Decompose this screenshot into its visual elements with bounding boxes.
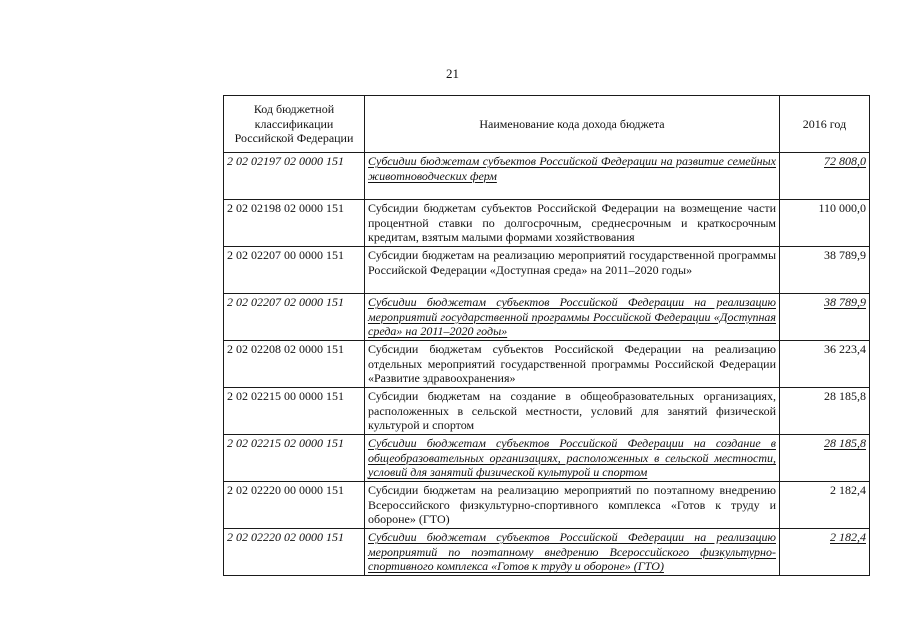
table-row [224,482,870,529]
row-value-text: 72 808,0 [824,154,866,168]
row-value: 38 789,9 [780,247,870,294]
table-row [224,388,870,435]
row-name [365,153,780,200]
row-value-text: 28 185,8 [824,436,866,450]
table-row [224,247,870,294]
row-name [365,529,780,576]
row-name: Субсидии бюджетам на реализацию мероприятий по поэтапному внедрению Всероссийского физкультурно-спортивного комплекса «Готов к труду и обороне» (ГТО) [365,482,780,529]
table-row [224,153,870,200]
row-name: Субсидии бюджетам субъектов Российской Федерации на возмещение части процентной ставки по долгосрочным, среднесрочным и краткосрочным кредитам, взятым малыми формами хозяйствования [365,200,780,247]
row-value: 110 000,0 [780,200,870,247]
table-header-row [224,96,870,153]
table-row [224,200,870,247]
row-code: 2 02 02220 02 0000 151 [224,529,365,576]
row-name [365,294,780,341]
row-value [780,153,870,200]
row-code: 2 02 02207 00 0000 151 [224,247,365,294]
row-name-text: Субсидии бюджетам субъектов Российской Федерации на реализацию мероприятий по поэтапному внедрению Всероссийского физкультурно-спортивного комплекса «Готов к труду и обороне» (ГТО) [368,530,776,574]
row-name-text: Субсидии бюджетам субъектов Российской Федерации на развитие семейных животноводческих ферм [368,154,776,183]
row-code: 2 02 02215 02 0000 151 [224,435,365,482]
row-code: 2 02 02197 02 0000 151 [224,153,365,200]
table-row [224,294,870,341]
row-name-text: Субсидии бюджетам субъектов Российской Федерации на реализацию мероприятий государственной программы Российской Федерации «Доступная среда» на 2011–2020 годы» [368,295,776,339]
row-value: 2 182,4 [780,482,870,529]
row-value [780,294,870,341]
header-name: Наименование кода дохода бюджета [365,96,780,153]
row-code: 2 02 02220 00 0000 151 [224,482,365,529]
row-value: 28 185,8 [780,388,870,435]
row-name: Субсидии бюджетам на реализацию мероприятий государственной программы Российской Федерации «Доступная среда» на 2011–2020 годы» [365,247,780,294]
row-code: 2 02 02207 02 0000 151 [224,294,365,341]
row-code: 2 02 02208 02 0000 151 [224,341,365,388]
row-value-text: 38 789,9 [824,295,866,309]
table-row [224,529,870,576]
row-code: 2 02 02215 00 0000 151 [224,388,365,435]
header-code: Код бюджетной классификации Российской Федерации [224,96,365,153]
row-code: 2 02 02198 02 0000 151 [224,200,365,247]
table-row [224,435,870,482]
table-row [224,341,870,388]
row-name [365,435,780,482]
row-value: 36 223,4 [780,341,870,388]
budget-income-table [223,95,870,576]
row-name-text: Субсидии бюджетам субъектов Российской Федерации на создание в общеобразовательных организациях, расположенных в сельской местности, условий для занятий физической культурой и спортом [368,436,776,480]
row-name: Субсидии бюджетам на создание в общеобразовательных организациях, расположенных в сельской местности, условий для занятий физической культурой и спортом [365,388,780,435]
row-value-text: 2 182,4 [830,530,866,544]
header-year: 2016 год [780,96,870,153]
row-value [780,435,870,482]
row-value [780,529,870,576]
page-number: 21 [446,66,459,81]
row-name: Субсидии бюджетам субъектов Российской Федерации на реализацию отдельных мероприятий государственной программы Российской Федерации «Развитие здравоохранения» [365,341,780,388]
